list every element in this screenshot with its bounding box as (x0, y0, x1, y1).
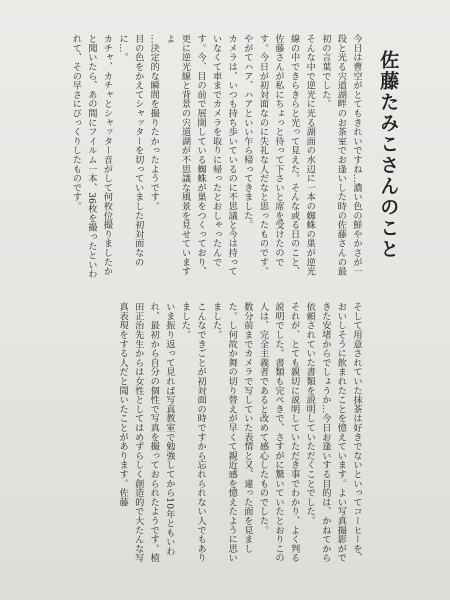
paragraph: 数分前までカメラで写していた表情と又、違った面を見ました。し何故か舞の切り替えが早くて親近感を憶えたように思いました。 (210, 302, 253, 563)
paragraph: それが、とても親切に説明していただき事でわかり、よく判る説明でした。書類も完ぺきで、さすがに驚いていたとおりこの人は、完全主義者であると改めて感心したものでした。 (257, 302, 300, 563)
paragraph: カチャ、カチャとシャッター音がして何枚位撮りましたかと聞いたら、あの間にフイルム一本、36枚を撮ったといわれて、その早さにびっくりしたものです。 (70, 34, 113, 279)
paragraph: …決定的な瞬間を撮りたかったようです。 (148, 34, 160, 211)
paragraph: 今日は曹空がとてもきれいですね…濃い色の鮮やかさが一段と光る宍道湖畔のお茶室でお逢いした時の佐藤さんの最初の言葉でした。 (319, 34, 362, 276)
paragraph: やがてハア、ハアといい乍ら帰ってきました。 (241, 34, 253, 230)
paragraph: こんなできごとが初対面の時ですから忘れられない人でもありました。 (179, 302, 207, 563)
paragraph: 目の色をかえてシャッターを切っていました初対面なのに…。 (117, 34, 144, 267)
page-title: 佐藤たみこさんのこと (377, 50, 400, 260)
text-block-bottom (115, 302, 365, 564)
paragraph: そんな中で逆光に光る湖面の水辺に一本の蜘蛛の巣が逆光線の中できらきらと光って見えた。そんな或る日のこと、佐藤さんが私にちょっと待って下さいと席を受けたのです。今日が初対面なのに失礼な人だなと思ったものです。 (257, 34, 316, 276)
paragraph: カメラは、いつも持ち歩いているのに不思議と今は持っていなくて車までカメラを取りに帰ったとおしゃったんです。今、目の前で展開している蜘蛛が巣をつくっており、更に逆光線と背景の宍道湖が不思議な風景を見せていますよ (163, 34, 238, 276)
text-block-top (68, 34, 364, 284)
paragraph: いま振り返って見れば写真教室で勉強してから10年ともいわれ、最初から自分の個性で写真を撮っておられたようです。植田正治先生からは女性としてはめずらしく創造的で大たんな写真表現をする人だと聞いたことがあります。佐藤 (117, 302, 175, 563)
paragraph: そして用意されていた抹茶は好きでないといってコーヒーを、おいしそうに飲まれたことを憶えています。よい写真撮影ができた安堵からでしょうか…今日お逢いする目的は、かねてから依頼されていた書類を説明していただくことでした。 (304, 302, 362, 563)
